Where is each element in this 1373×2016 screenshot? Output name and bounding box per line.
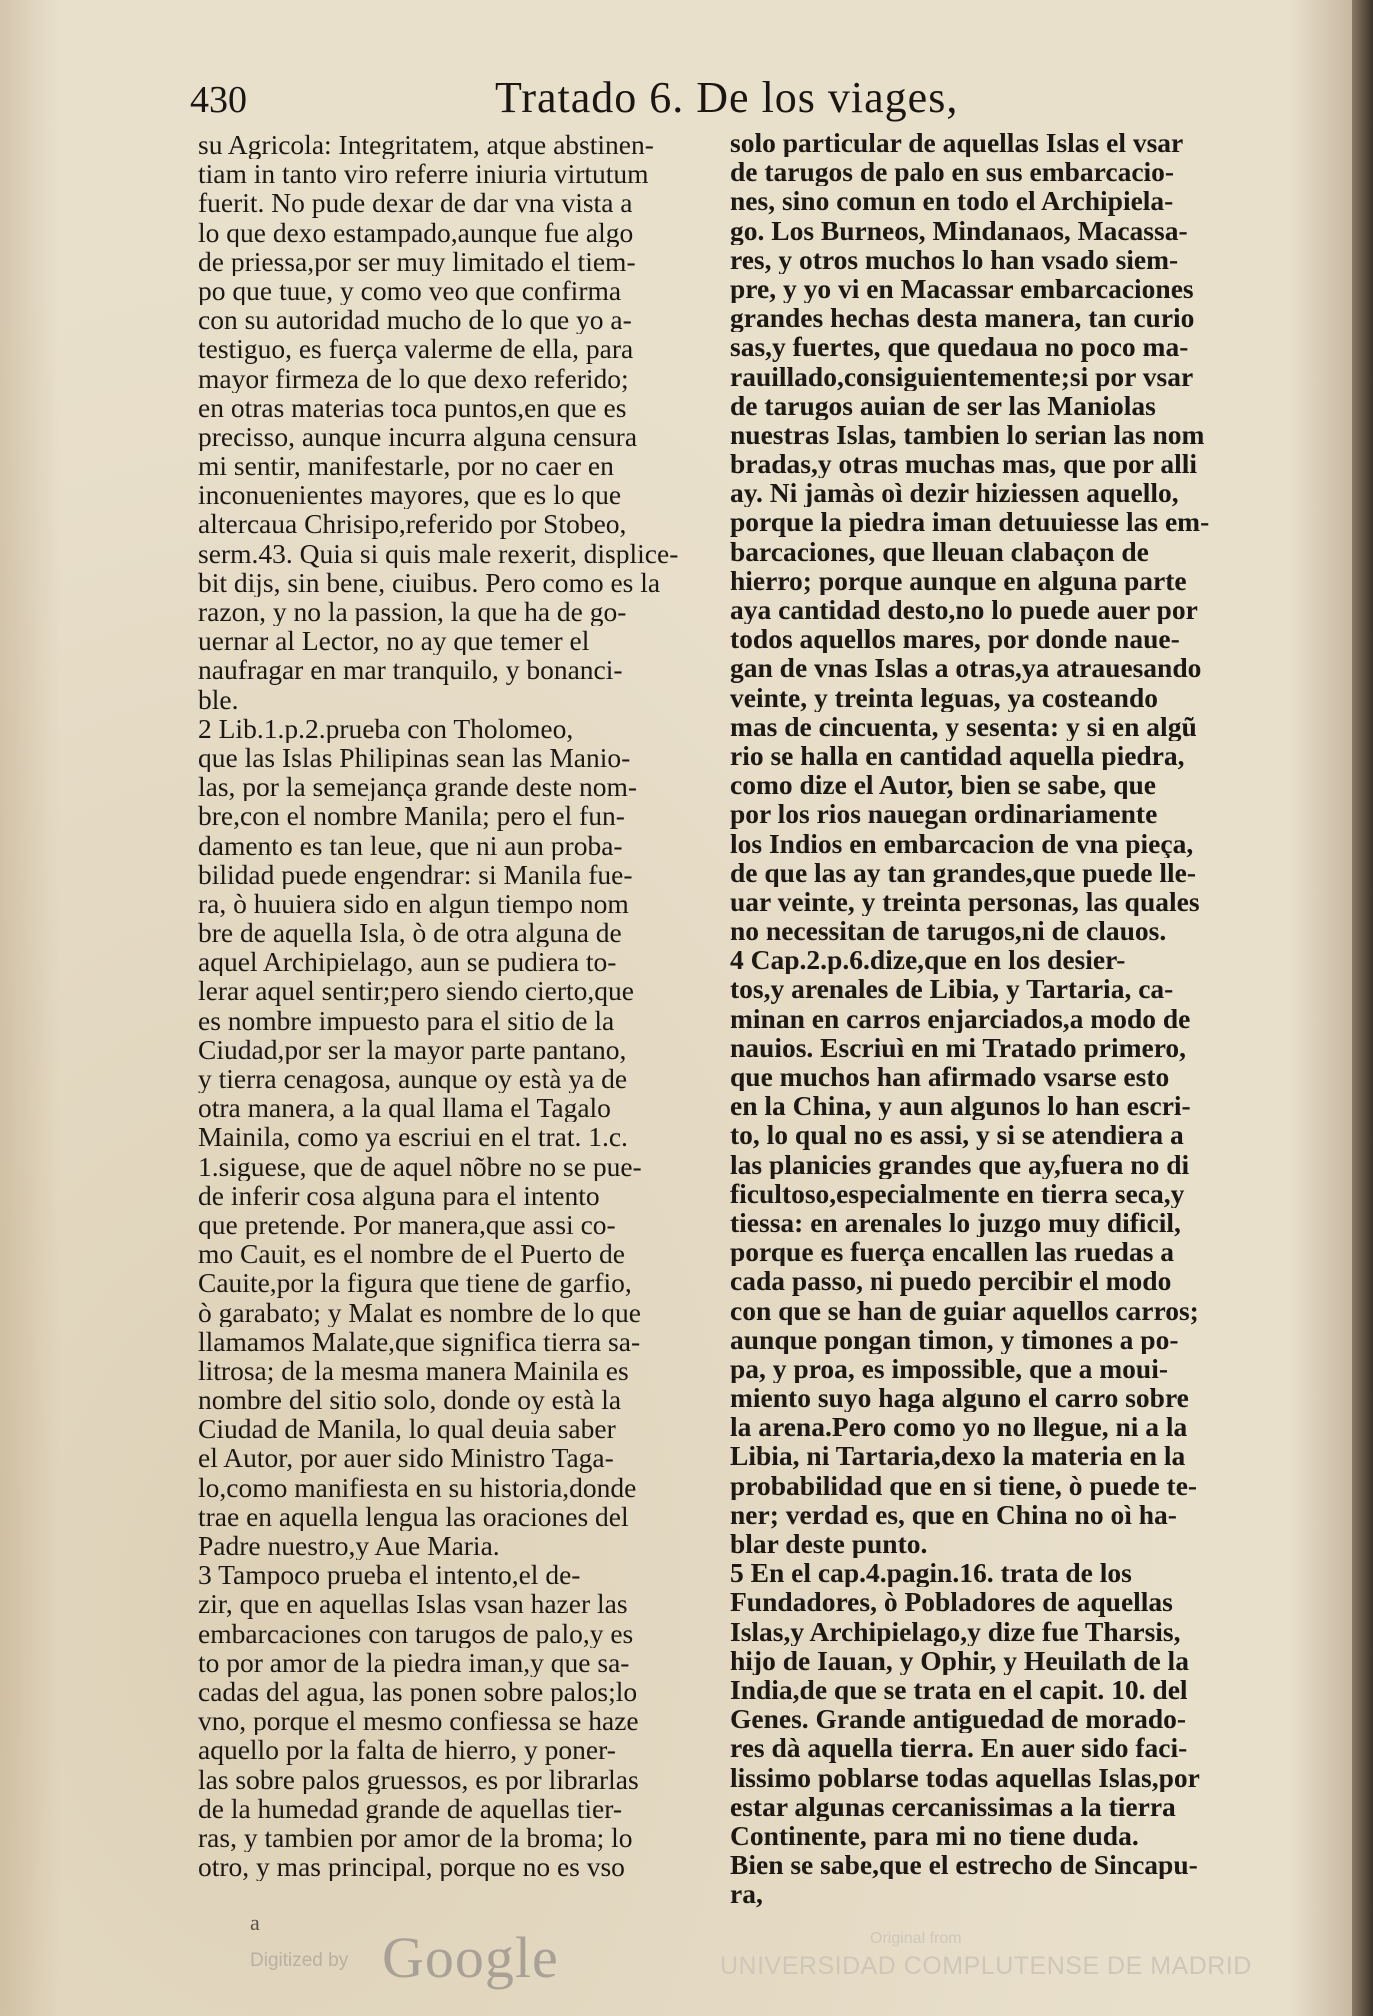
text-line: fuerit. No pude dexar de dar vna vista a [198,188,633,218]
text-line: ble. [198,684,239,714]
text-line: testiguo, es fuerça valerme de ella, para [198,334,634,364]
text-line: con que se han de guiar aquellos carros; [730,1295,1199,1325]
text-line: res, y otros muchos lo han vsado siem- [730,244,1179,274]
text-line: damento es tan leue, que ni aun proba- [198,830,623,860]
text-line: estar algunas cercanissimas a la tierra [730,1791,1176,1821]
text-line: todos aquellos mares, por donde naue- [730,624,1180,654]
text-line: vno, porque el mesmo confiessa se haze [198,1706,639,1736]
text-line: res dà aquella tierra. En auer sido faci- [730,1733,1188,1763]
text-line: 3 Tampoco prueba el intento,el de- [198,1560,581,1590]
text-line: mi sentir, manifestarle, por no caer en [198,451,614,481]
text-line: inconuenientes mayores, que es lo que [198,480,622,510]
text-line: probabilidad que en si tiene, ò puede te- [730,1470,1198,1500]
text-line: de tarugos auian de ser las Maniolas [730,390,1156,420]
text-line: lo que dexo estampado,aunque fue algo [198,217,634,247]
text-line: otro, y mas principal, porque no es vso [198,1852,625,1882]
text-line: bre de aquella Isla, ò de otra alguna de [198,918,622,948]
text-line: de la humedad grande de aquellas tier- [198,1793,622,1823]
text-line: nauios. Escriuì en mi Tratado primero, [730,1032,1187,1062]
text-line: uernar al Lector, no ay que temer el [198,626,590,656]
google-logo: Google [382,1925,559,1990]
text-line: y tierra cenagosa, aunque oy està ya de [198,1064,628,1094]
text-line: cada passo, ni puedo percibir el modo [730,1266,1172,1296]
text-line: blar deste punto. [730,1529,928,1559]
text-line: Continente, para mi no tiene duda. [730,1820,1139,1851]
original-from-label: Original from [870,1930,962,1947]
text-line: ra, ò huuiera sido en algun tiempo nom [198,888,629,919]
text-line: veinte, y treinta leguas, ya costeando [730,682,1158,712]
text-line: barcaciones, que lleuan clabaçon de [730,536,1149,566]
text-line: 1.siguese, que de aquel nõbre no se pue- [198,1151,642,1181]
text-line: gan de vnas Islas a otras,ya atrauesando [730,653,1202,683]
text-line: bilidad puede engendrar: si Manila fue- [198,859,633,889]
text-line: lerar aquel sentir;pero siendo cierto,que [198,976,634,1006]
text-line: hijo de Iauan, y Ophir, y Heuilath de la [730,1645,1189,1675]
text-line: el Autor, por auer sido Ministro Taga- [198,1443,614,1473]
text-line: Fundadores, ò Pobladores de aquellas [730,1587,1173,1617]
text-line: en otras materias toca puntos,en que es [198,392,627,422]
text-line: aya cantidad desto,no lo puede auer por [730,595,1198,625]
text-line: ficultoso,especialmente en tierra seca,y [730,1178,1185,1208]
text-line: como dize el Autor, bien se sabe, que [730,770,1156,800]
text-line: go. Los Burneos, Mindanaos, Macassa- [730,215,1188,245]
text-line: las planicies grandes que ay,fuera no di [730,1149,1190,1179]
text-line: Islas,y Archipielago,y dize fue Tharsis, [730,1616,1181,1646]
text-line: 2 Lib.1.p.2.prueba con Tholomeo, [198,713,574,743]
page-header [190,72,1140,128]
text-line: uar veinte, y treinta personas, las quales [730,886,1200,917]
text-line: Padre nuestro,y Aue Maria. [198,1531,500,1561]
text-line: razon, y no la passion, la que ha de go- [198,597,627,627]
text-line: trae en aquella lengua las oraciones del [198,1501,629,1531]
text-line: bre,con el nombre Manila; pero el fun- [198,801,625,831]
text-line: ner; verdad es, que en China no oì ha- [730,1499,1177,1529]
text-line: las, por la semejança grande deste nom- [198,772,638,802]
signature-mark: a [250,1910,260,1935]
institution-label: UNIVERSIDAD COMPLUTENSE DE MADRID [720,1952,1252,1980]
digitized-by-label: Digitized by [250,1950,349,1971]
left-text-column [198,130,718,1881]
page-edge-shadow [1352,0,1373,2016]
text-line: nuestras Islas, tambien lo serian las nom [730,419,1205,450]
text-line: pa, y proa, es impossible, que a moui- [730,1353,1169,1384]
text-line: Ciudad de Manila, lo qual deuia saber [198,1414,616,1444]
text-line: pre, y yo vi en Macassar embarcaciones [730,273,1194,304]
text-line: ò garabato; y Malat es nombre de lo que [198,1297,641,1327]
text-line: mo Cauit, es el nombre de el Puerto de [198,1239,625,1269]
text-line: cadas del agua, las ponen sobre palos;lo [198,1676,638,1707]
text-line: es nombre impuesto para el sitio de la [198,1005,615,1035]
text-line: su Agricola: Integritatem, atque abstinen- [198,130,654,160]
text-line: 4 Cap.2.p.6.dize,que en los desier- [730,945,1126,975]
text-line: minan en carros enjarciados,a modo de [730,1003,1191,1033]
text-line: que las Islas Philipinas sean las Manio- [198,742,631,773]
running-title: Tratado 6. De los viages, [495,73,959,122]
text-line: Genes. Grande antiguedad de morado- [730,1704,1187,1734]
page-number: 430 [190,79,247,121]
text-line: tiam in tanto viro referre iniuria virtutum [198,159,649,189]
text-line: otra manera, a la qual llama el Tagalo [198,1093,611,1123]
text-line: de tarugos de palo en sus embarcacio- [730,157,1175,187]
text-line: lissimo poblarse todas aquellas Islas,por [730,1762,1200,1792]
text-line: ay. Ni jamàs oì dezir hiziessen aquello, [730,478,1179,508]
text-line: los Indios en embarcacion de vna pieça, [730,828,1194,858]
text-line: tos,y arenales de Libia, y Tartaria, ca- [730,974,1174,1004]
text-line: nes, sino comun en todo el Archipiela- [730,186,1174,216]
text-line: aquel Archipielago, aun se pudiera to- [198,947,617,977]
text-line: zir, que en aquellas Islas vsan hazer las [198,1589,628,1619]
text-line: grandes hechas desta manera, tan curio [730,303,1195,333]
text-line: de que las ay tan grandes,que puede lle- [730,857,1197,887]
text-line: altercaua Chrisipo,referido por Stobeo, [198,509,627,539]
text-line: de inferir cosa alguna para el intento [198,1180,600,1210]
text-line: Cauite,por la figura que tiene de garfio, [198,1268,632,1298]
text-line: to por amor de la piedra iman,y que sa- [198,1647,630,1677]
text-line: rauillado,consiguientemente;si por vsar [730,361,1194,391]
text-line: que muchos han afirmado vsarse esto [730,1062,1170,1092]
text-line: las sobre palos gruessos, es por librarlas [198,1764,639,1794]
text-line: en la China, y aun algunos lo han escri- [730,1091,1191,1121]
text-line: no necessitan de tarugos,ni de clauos. [730,916,1167,946]
text-line: solo particular de aquellas Islas el vsar [730,128,1184,158]
text-line: que pretende. Por manera,que assi co- [198,1209,616,1240]
text-line: serm.43. Quia si quis male rexerit, displice- [198,538,679,568]
text-line: Ciudad,por ser la mayor parte pantano, [198,1034,627,1064]
text-line: aquello por la falta de hierro, y poner- [198,1735,616,1765]
text-line: bit dijs, sin bene, ciuibus. Pero como es la [198,567,661,597]
text-line: bradas,y otras muchas mas, que por alli [730,449,1198,479]
text-line: naufragar en mar tranquilo, y bonanci- [198,655,623,685]
text-line: con su autoridad mucho de lo que yo a- [198,305,632,335]
text-line: Mainila, como ya escriui en el trat. 1.c. [198,1122,628,1152]
text-line: la arena.Pero como yo no llegue, ni a la [730,1412,1188,1442]
text-line: aunque pongan timon, y timones a po- [730,1324,1179,1354]
text-line: mas de cincuenta, y sesenta: y si en algũ [730,711,1197,741]
text-line: miento suyo haga alguno el carro sobre [730,1383,1189,1413]
text-line: rio se halla en cantidad aquella piedra, [730,740,1185,771]
text-line: precisso, aunque incurra alguna censura [198,421,638,452]
text-line: por los rios nauegan ordinariamente [730,799,1158,829]
text-line: litrosa; de la mesma manera Mainila es [198,1355,629,1386]
text-line: porque es fuerça encallen las ruedas a [730,1237,1175,1267]
text-line: embarcaciones con tarugos de palo,y es [198,1618,634,1648]
text-line: ras, y tambien por amor de la broma; lo [198,1822,633,1853]
text-line: sas,y fuertes, que quedaua no poco ma- [730,332,1189,362]
text-line: India,de que se trata en el capit. 10. del [730,1674,1188,1705]
text-line: porque la piedra iman detuuiesse las em- [730,507,1210,537]
text-line: lo,como manifiesta en su historia,donde [198,1472,637,1502]
text-line: to, lo qual no es assi, y si se atendiera a [730,1120,1184,1150]
right-text-column [730,128,1260,1908]
text-line: ra, [730,1879,763,1909]
text-line: po que tuue, y como veo que confirma [198,275,622,306]
text-line: 5 En el cap.4.pagin.16. trata de los [730,1558,1132,1588]
text-line: hierro; porque aunque en alguna parte [730,565,1187,595]
text-line: tiessa: en arenales lo juzgo muy dificil, [730,1207,1181,1238]
text-line: Bien se sabe,que el estrecho de Sincapu- [730,1850,1198,1880]
text-line: de priessa,por ser muy limitado el tiem- [198,246,636,276]
text-line: llamamos Malate,que significa tierra sa- [198,1326,641,1356]
text-line: Libia, ni Tartaria,dexo la materia en la [730,1441,1186,1471]
text-line: nombre del sitio solo, donde oy està la [198,1385,622,1415]
text-line: mayor firmeza de lo que dexo referido; [198,363,629,393]
